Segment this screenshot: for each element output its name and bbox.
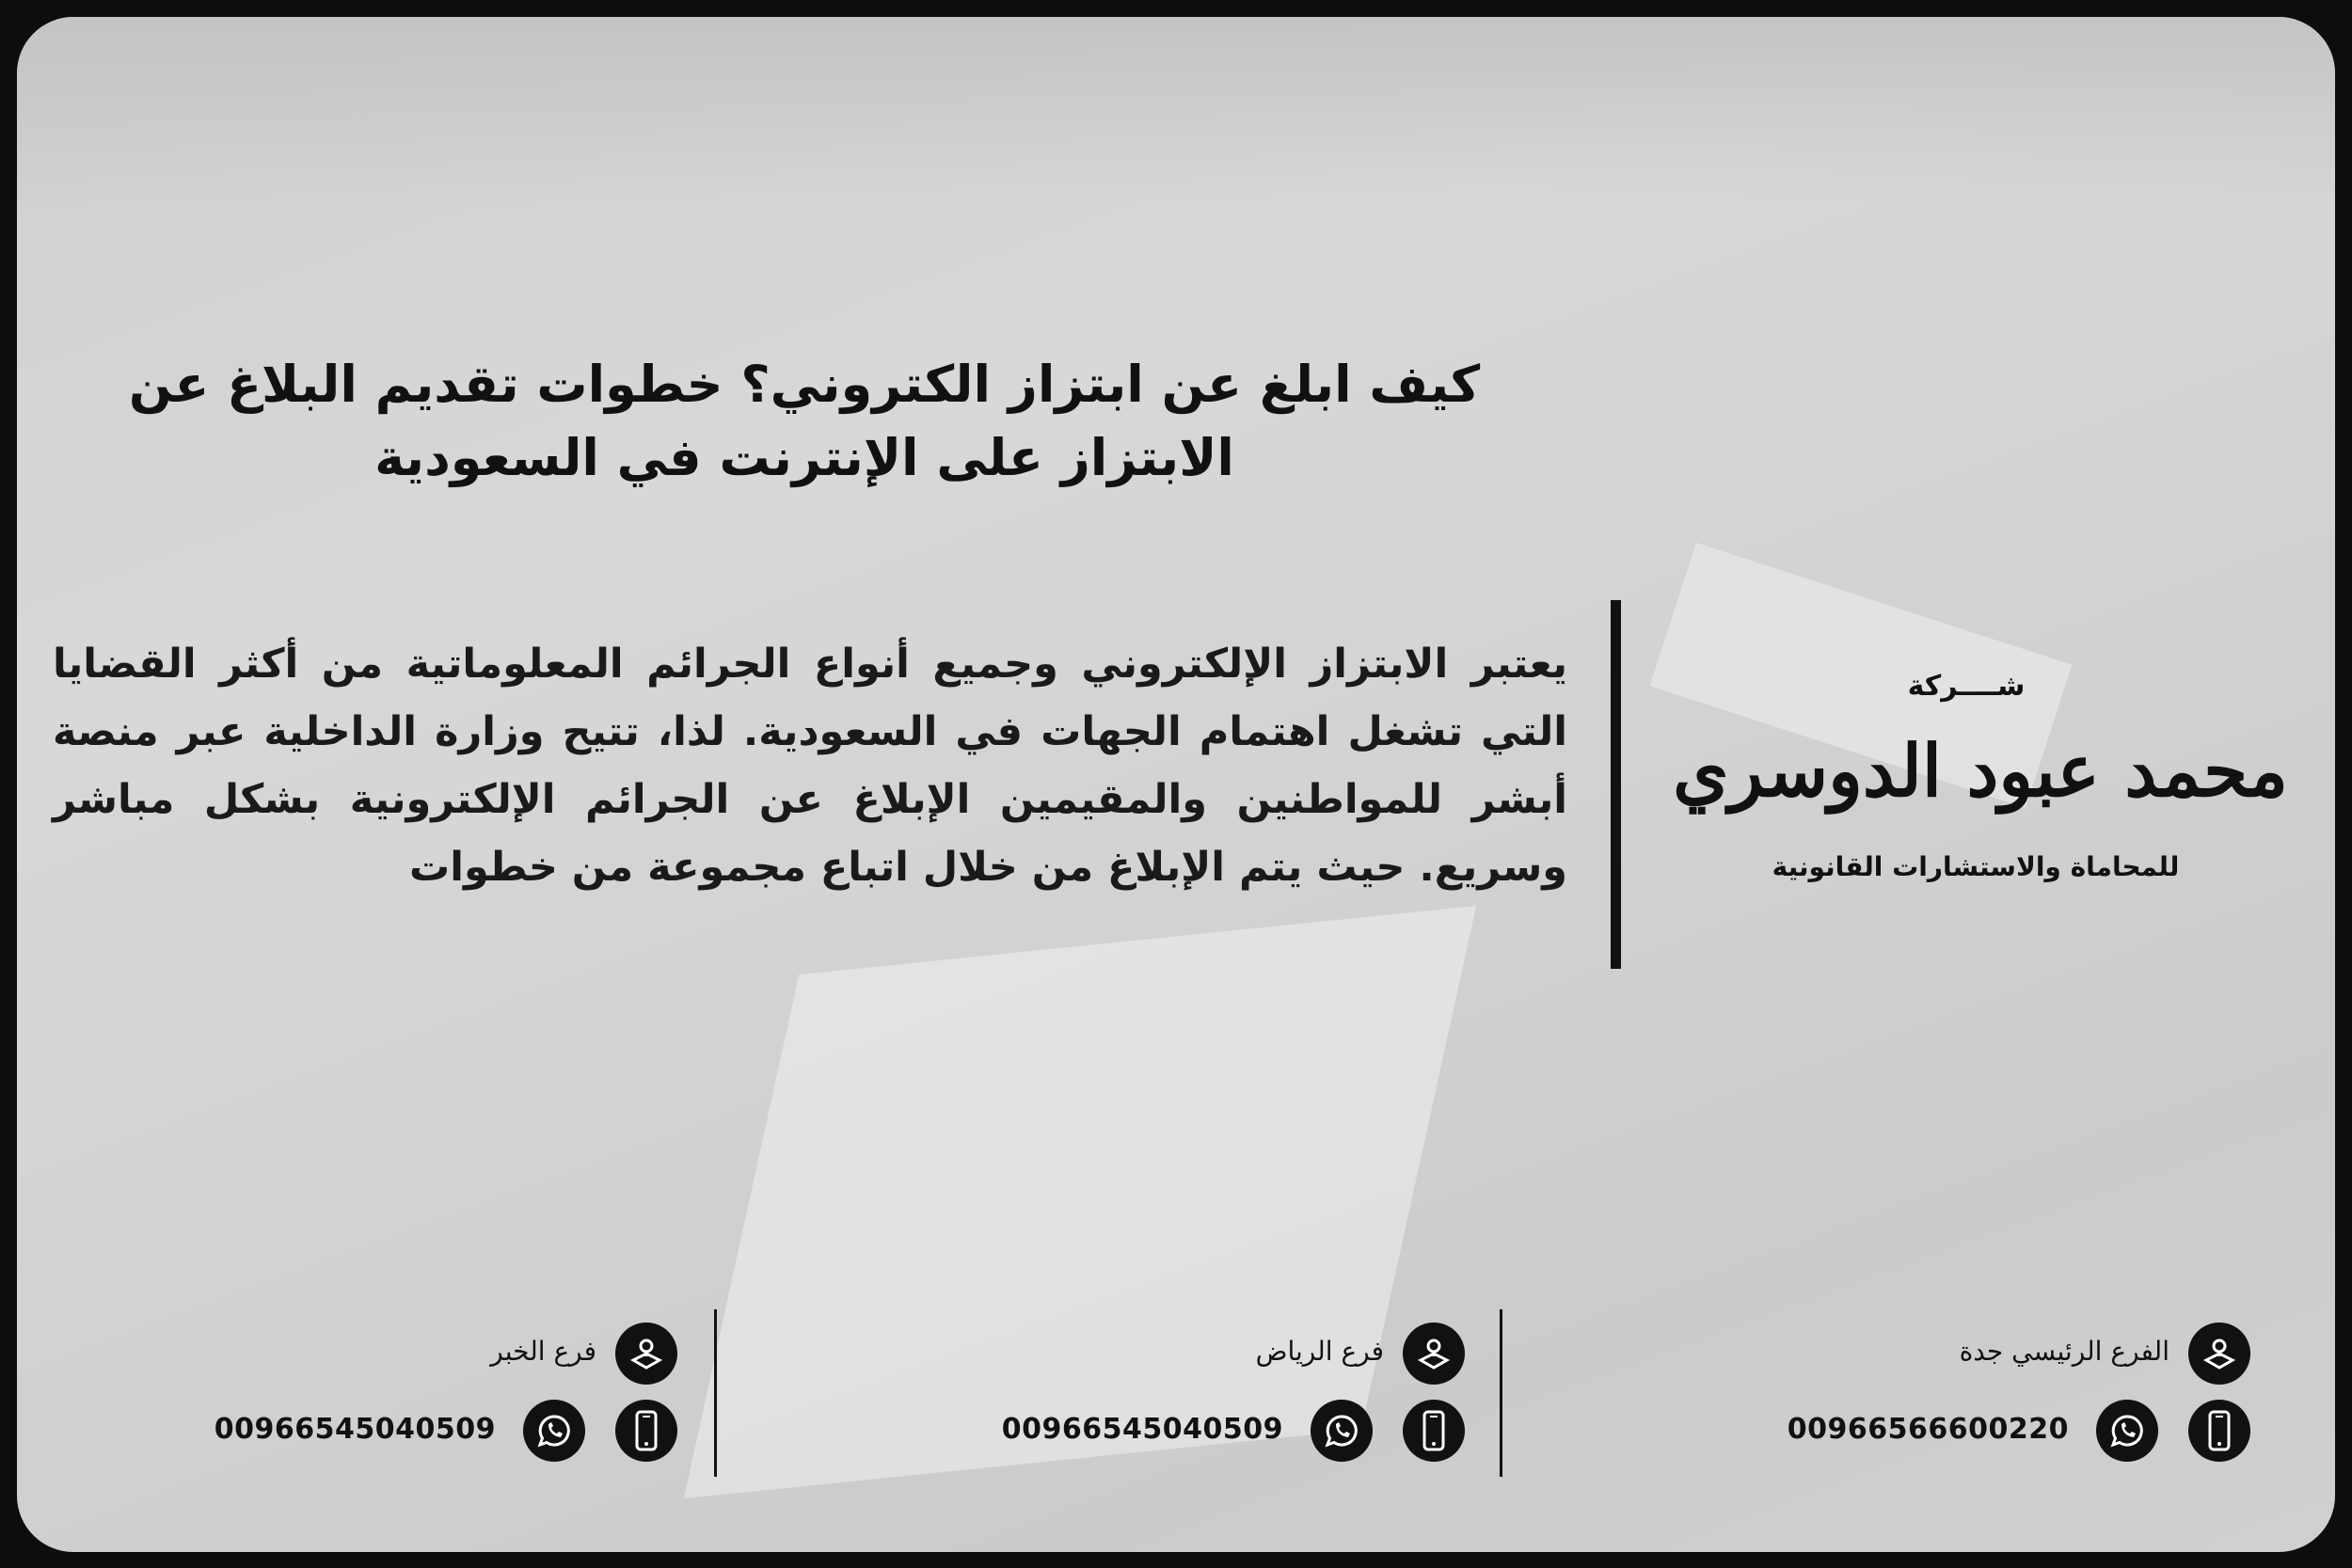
- branch-phone[interactable]: 00966566600220: [1787, 1413, 2069, 1446]
- title-line-2: الابتزاز على الإنترنت في السعودية: [374, 428, 1234, 487]
- location-pin-icon: [615, 1323, 677, 1385]
- logo-prefix: شــــركة: [1907, 670, 2026, 703]
- logo-name: [1642, 720, 2319, 823]
- branch-phone[interactable]: 00966545040509: [214, 1413, 496, 1446]
- body-paragraph: يعتبر الابتزاز الإلكتروني وجميع أنواع الجرائم المعلوماتية من أكثر القضايا التي تشغل اهتمام الجهات في السعودية. لذا، تتيح وزارة الداخلية عبر منصة أبشر للمواطنين والمقيمين الإبلاغ عن الجرائم الإلكترونية بشكل مباشر وسريع. حيث يتم الإبلاغ من خلال اتباع مجموعة من خطوات: [53, 641, 1567, 891]
- page-title: [56, 348, 1552, 495]
- background-photo-shade: [17, 17, 2335, 205]
- logo-name-text: محمد عبود الدوسري: [1673, 729, 2288, 813]
- vertical-divider: [1611, 600, 1621, 969]
- whatsapp-icon[interactable]: [2096, 1400, 2158, 1462]
- whatsapp-icon[interactable]: [1311, 1400, 1373, 1462]
- branch-phone[interactable]: 00966545040509: [1001, 1413, 1283, 1446]
- mobile-phone-icon: [2188, 1400, 2250, 1462]
- branch-name: الفرع الرئيسي جدة: [1959, 1336, 2169, 1367]
- branch-divider: [714, 1309, 717, 1477]
- branch-divider: [1500, 1309, 1502, 1477]
- mobile-phone-icon: [1403, 1400, 1465, 1462]
- whatsapp-icon[interactable]: [523, 1400, 585, 1462]
- logo-subtitle: للمحاماة والاستشارات القانونية: [1772, 851, 2180, 882]
- branch-name: فرع الخبر: [490, 1336, 596, 1367]
- mobile-phone-icon: [615, 1400, 677, 1462]
- location-pin-icon: [2188, 1323, 2250, 1385]
- title-line-1: كيف ابلغ عن ابتزاز الكتروني؟ خطوات تقديم البلاغ عن: [128, 355, 1481, 414]
- location-pin-icon: [1403, 1323, 1465, 1385]
- branch-name: فرع الرياض: [1255, 1336, 1384, 1367]
